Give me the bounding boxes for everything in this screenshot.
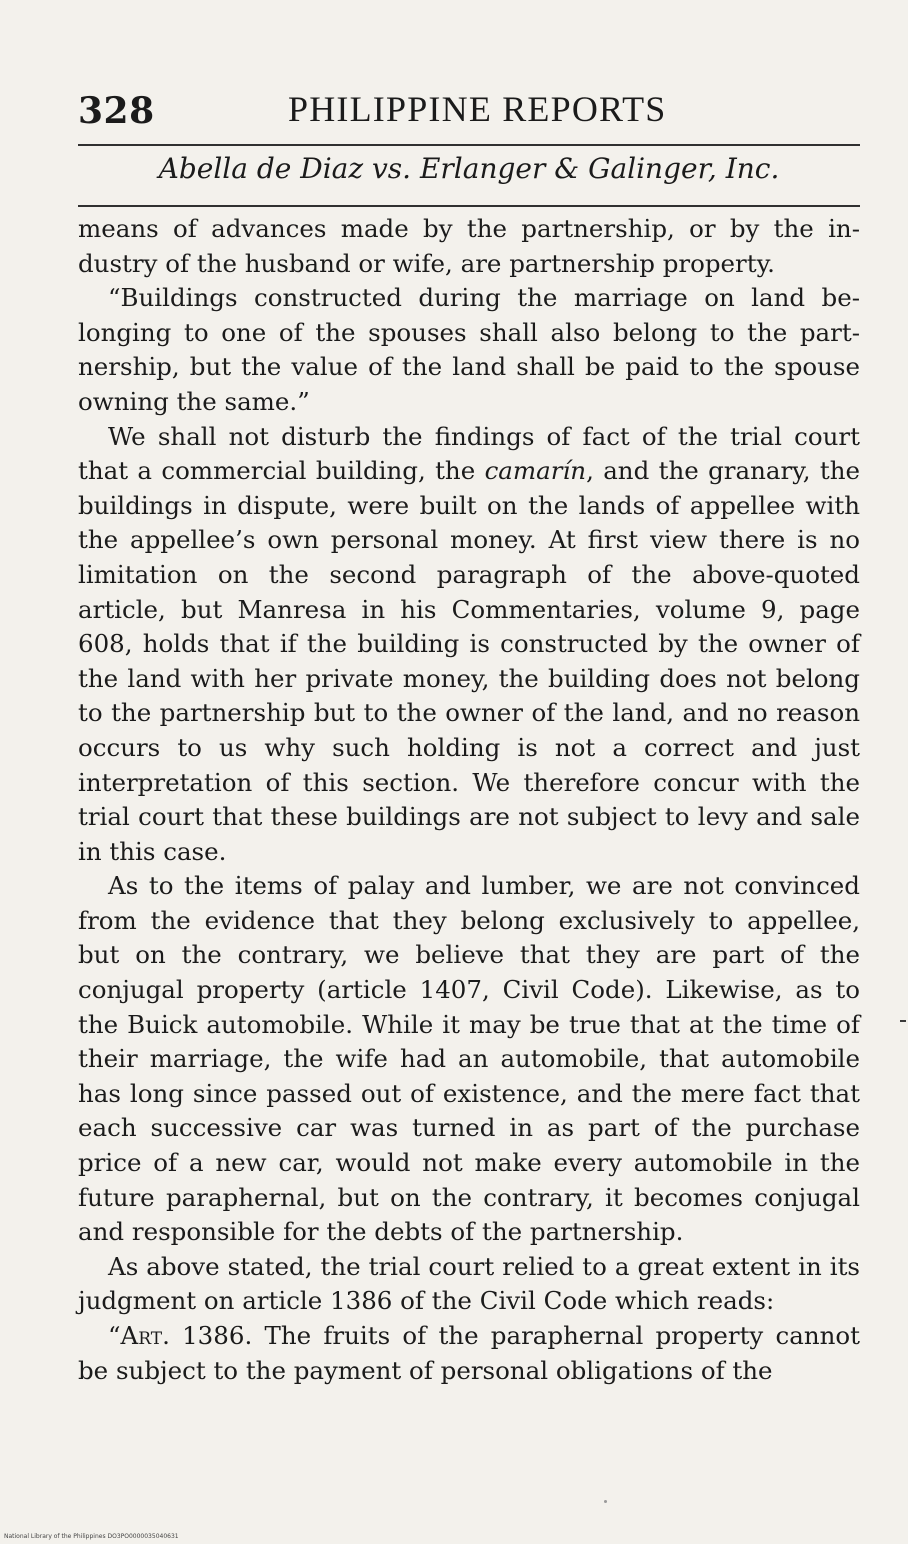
page-number: 328: [78, 90, 155, 132]
header-rule-bottom: [78, 205, 860, 207]
header-rule-top: [78, 144, 860, 146]
article-label: Art.: [120, 1321, 170, 1350]
paragraph-3-rest: , and the granary, the buildings in dispute, were built on the lands of appellee with the appellee’s own personal money. At first view there is no limitation on the second paragraph of the above-quoted article, but Manresa in his Commentaries, volume 9, page 608, holds that if the building is constructed by the owner of the land with her private money, the building does not belong to the partnership but to the owner of the land, and no reason occurs to us why such holding is not a correct and just interpretation of this section. We therefore concur with the trial court that these buildings are not subject to levy and sale in this case.: [78, 456, 861, 866]
reporter-title: PHILIPPINE REPORTS: [288, 89, 667, 129]
paragraph-3-start: We shall not disturb the findings of fact of the trial court that a commercial building, the: [78, 421, 860, 486]
scan-footer-note: National Library of the Philippines DO3PO0000035040631: [4, 1533, 179, 1540]
camarin-term: camarín: [484, 456, 587, 486]
article-text: 1386. The fruits of the paraphernal property cannot be subject to the payment of personal obligations of the: [78, 1321, 860, 1385]
case-caption: Abella de Diaz vs. Erlanger & Galinger, Inc.: [158, 152, 780, 185]
paragraph-2-quote: “Buildings constructed during the marriage on land belonging to one of the spouses shall also belong to the partnership, but the value of the land shall be paid to the spouse owning the same.”: [78, 283, 860, 416]
paragraph-6-quote: [78, 1319, 860, 1388]
quote-open: “: [108, 1321, 121, 1350]
paragraph-5: As above stated, the trial court relied to a great extent in its judgment on article 1386 of the Civil Code which reads:: [78, 1251, 860, 1316]
paragraph-4: As to the items of palay and lumber, we are not convinced from the evidence that they belong exclusively to appellee, but on the contrary, we believe that they are part of the conjugal property (article 1407, Civil Code). Likewise, as to the Buick automobile. While it may be true that at the time of their marriage, the wife had an automobile, that automobile has long since passed out of existence, and the mere fact that each successive car was turned in as part of the purchase price of a new car, would not make every automobile in the future paraphernal, but on the contrary, it becomes conjugal and responsible for the debts of the partnership.: [78, 871, 860, 1247]
paper-speck: [604, 1500, 607, 1503]
body-text: [78, 212, 860, 1388]
paragraph-1: means of advances made by the partnership, or by the industry of the husband or wife, are partnership property.: [78, 214, 860, 278]
running-head: [78, 88, 860, 136]
margin-mark: [900, 1020, 906, 1022]
paragraph-3: [78, 420, 860, 870]
